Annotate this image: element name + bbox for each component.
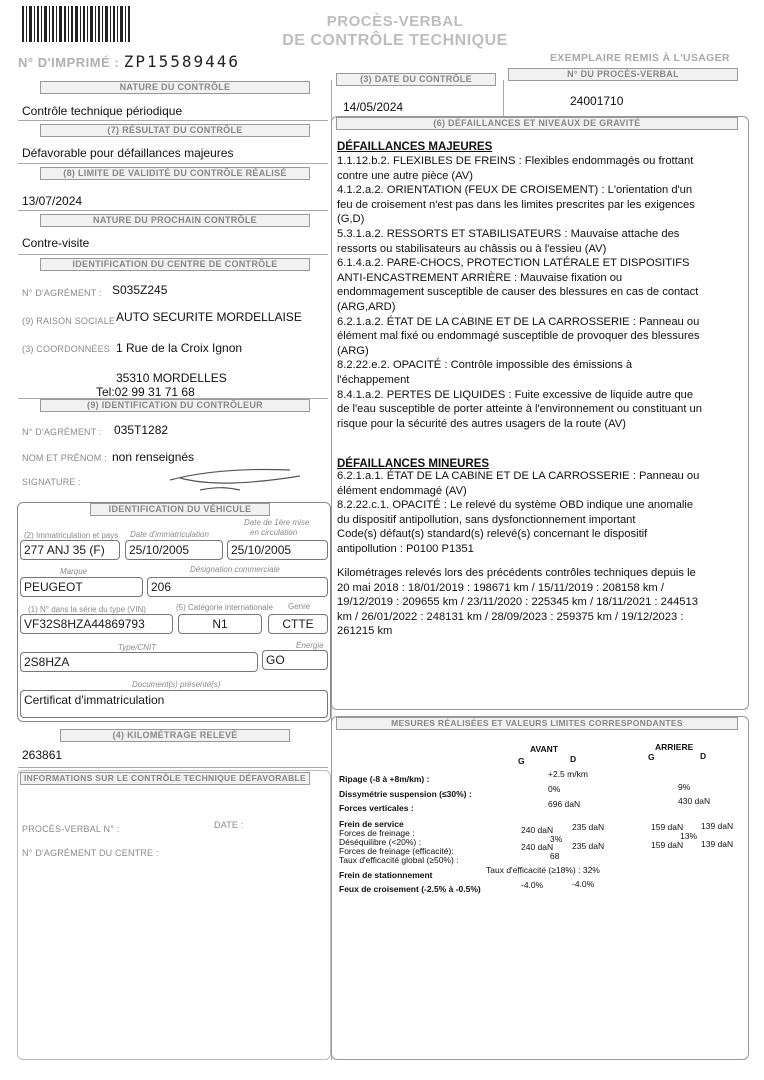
raison-value: AUTO SECURITE MORDELLAISE [116,310,302,324]
frein-stat-label: Frein de stationnement [339,870,433,880]
minor-defect-line: élément endommagé (AV) [337,484,467,497]
title-line-1: PROCÈS-VERBAL [326,13,464,30]
genre-label: Genre [288,602,311,611]
categorie-label: (5) Catégorie internationale [176,603,273,612]
dissym-label: Dissymétrie suspension (≤30%) : [339,789,472,799]
taux-stat-value: Taux d'efficacité (≥18%) : 32% [486,865,600,875]
major-defect-line: risque pour la sécurité des autres usagers de la route (AV) [337,417,626,430]
docs-box: Certificat d'immatriculation [20,690,328,718]
info-title: INFORMATIONS SUR LE CONTRÔLE TECHNIQUE DÉFAVORABLE [20,772,310,785]
designation-label: Désignation commerciale [190,565,280,574]
major-defect-line: 6.1.4.a.2. PARE-CHOCS, PROTECTION LATÉRALE ET DISPOSITIFS [337,257,690,270]
avant-g: G [518,756,525,766]
info-frame [17,770,331,1060]
agrement-label: N° D'AGRÉMENT : [22,288,102,298]
dissym-av: 0% [548,784,561,794]
desequilibre-label: Déséquilibre (<20%) : [339,837,421,847]
major-defect-line: endommagement susceptible de causer des blessures en cas de contact [337,286,699,299]
vin-box: VF32S8HZA44869793 [20,614,173,634]
avant-header: AVANT [530,744,559,754]
barcode [22,6,132,42]
name-label: NOM ET PRÉNOM : [22,453,107,463]
major-defect-line: l'échappement [337,373,410,386]
km-history-line: 261215 km [337,625,393,638]
vin-label: (1) N° dans la série du type (VIN) [28,605,146,614]
pv-number-value: 24001710 [570,94,624,108]
deseq-av: 3% [550,834,563,844]
date-control-value: 14/05/2024 [343,100,404,114]
forces-eff-label: Forces de freinage (efficacité): [339,846,454,856]
marque-label: Marque [60,567,88,576]
major-defect-line: de l'eau susceptible de porter atteinte à l'environnement ou constituant un [337,403,702,416]
taux-global-label: Taux d'efficacité global (≥50%) : [339,855,459,865]
date-circ-box: 25/10/2005 [227,540,328,560]
arriere-g: G [648,752,655,762]
km-history-line: km / 26/01/2022 : 248131 km / 28/09/2023 : 259375 km / 19/12/2023 : [337,610,684,623]
avant-d: D [570,754,577,764]
info-agrement-label: N° D'AGRÉMENT DU CENTRE : [22,848,159,858]
minor-defect-line: antipollution : P0100 P1351 [337,542,474,555]
document-title [280,12,510,50]
major-defect-line: 8.2.22.e.2. OPACITÉ : Contrôle impossible des émissions à [337,359,633,372]
major-list [337,154,702,431]
energie-label: Énergie [296,641,324,650]
designation-box: 206 [147,577,328,597]
ctrl-agrement-label: N° D'AGRÉMENT : [22,427,102,437]
date-immat-label: Date d'immatriculation [130,530,209,539]
date-immat-box: 25/10/2005 [125,540,223,560]
energie-box: GO [262,650,328,670]
defaillances-title: (6) DÉFAILLANCES ET NIVEAUX DE GRAVITÉ [336,117,738,130]
date-control-title: (3) DATE DU CONTRÔLE [336,73,496,86]
km-history [337,566,698,639]
ctrl-agrement-value: 035T1282 [114,423,169,437]
date-circ-label-1: Date de 1ère mise [244,518,310,527]
fe-av-g: 240 daN [521,842,554,852]
pv-label: PROCÈS-VERBAL N° : [22,824,120,834]
result-value: Défavorable pour défaillances majeures [22,146,234,160]
docs-label: Document(s) présenté(s) [132,680,221,689]
feux-g: -4.0% [521,880,544,890]
controller-title: (9) IDENTIFICATION DU CONTRÔLEUR [40,399,310,412]
forces-vert-label: Forces verticales : [339,803,414,813]
major-defect-line: contre une autre pièce (AV) [337,169,473,182]
ripage-label: Ripage (-8 à +8m/km) : [339,774,430,784]
taux-global-value: 68 [550,851,560,861]
major-defect-line: (ARG) [337,344,369,357]
minor-heading-text: DÉFAILLANCES MINEURES [337,458,490,470]
measures-title: MESURES RÉALISÉES ET VALEURS LIMITES CORRESPONDANTES [336,717,738,730]
minor-defect-line: du dispositif antipollution, sans dysfonctionnement important [337,513,636,526]
print-number [18,52,240,72]
km-value: 263861 [22,748,63,762]
address-line-1: 1 Rue de la Croix Ignon [116,341,243,355]
major-heading [337,140,492,155]
next-control-title: NATURE DU PROCHAIN CONTRÔLE [40,214,310,227]
ff-ar-g: 159 daN [651,822,684,832]
deseq-ar: 13% [680,831,698,841]
address-line-2: 35310 MORDELLES [116,371,227,385]
major-defect-line: ANTI-ENCASTREMENT ARRIÈRE : Mauvaise fixation ou [337,271,623,284]
fv-ar: 430 daN [678,796,711,806]
next-control-value: Contre-visite [22,236,90,250]
fv-av: 696 daN [548,799,581,809]
coordonnees-label: (3) COORDONNÉES [22,344,111,354]
km-history-line: 20 mai 2018 : 18/01/2019 : 198671 km / 15/11/2019 : 208158 km / [337,581,664,594]
fe-ar-d: 139 daN [701,839,734,849]
major-defect-line: 4.1.2.a.2. ORIENTATION (FEUX DE CROISEMENT) : L'orientation d'un [337,184,693,197]
signature-scribble [160,460,310,500]
type-box: 2S8HZA [20,652,258,672]
ff-av-d: 235 daN [572,822,605,832]
minor-defect-line: 8.2.22.c.1. OPACITÉ : Le relevé du système OBD indique une anomalie [337,499,694,512]
arriere-d: D [700,751,707,761]
raison-label: (9) RAISON SOCIALE [22,316,116,326]
immat-label: (2) Immatriculation et pays [24,531,119,540]
major-defect-line: (G,D) [337,213,365,226]
copy-note: EXEMPLAIRE REMIS À L'USAGER [550,52,730,64]
fe-av-d: 235 daN [572,841,605,851]
categorie-box: N1 [178,614,262,634]
major-defect-line: 1.1.12.b.2. FLEXIBLES DE FREINS : Flexibles endommagés ou frottant [337,155,694,167]
major-heading-text: DÉFAILLANCES MAJEURES [337,141,493,153]
major-defect-line: (ARG,ARD) [337,300,396,313]
forces-freinage-label: Forces de freinage : [339,828,415,838]
validity-title: (8) LIMITE DE VALIDITÉ DU CONTRÔLE RÉALISÉ [40,167,310,180]
major-defect-line: 6.2.1.a.2. ÉTAT DE LA CABINE ET DE LA CARROSSERIE : Panneau ou [337,315,700,328]
title-line-2: DE CONTRÔLE TECHNIQUE [282,32,508,49]
validity-value: 13/07/2024 [22,194,83,208]
print-number-value: ZP15589446 [123,52,241,71]
nature-title: NATURE DU CONTRÔLE [40,81,310,94]
km-title: (4) KILOMÉTRAGE RELEVÉ [60,729,290,742]
major-defect-line: 5.3.1.a.2. RESSORTS ET STABILISATEURS : Mauvaise attache des [337,227,680,240]
info-date-label: DATE : [214,820,244,830]
genre-box: CTTE [268,614,328,634]
minor-defect-line: 6.2.1.a.1. ÉTAT DE LA CABINE ET DE LA CARROSSERIE : Panneau ou [337,470,700,482]
pv-number-title: N° DU PROCÈS-VERBAL [508,68,738,81]
ripage-value: +2.5 m/km [548,769,588,779]
type-label: Type/CNIT [118,643,157,652]
ff-ar-d: 139 daN [701,821,734,831]
centre-title: IDENTIFICATION DU CENTRE DE CONTRÔLE [40,258,310,271]
frein-service-label: Frein de service [339,819,404,829]
result-title: (7) RÉSULTAT DU CONTRÔLE [40,124,310,137]
signature-label: SIGNATURE : [22,477,82,487]
major-defect-line: ressorts ou stabilisateurs au châssis ou à l'essieu (AV) [337,242,607,255]
print-number-label: N° D'IMPRIMÉ : [18,55,120,70]
nature-value: Contrôle technique périodique [22,104,183,118]
minor-list [337,469,699,557]
major-defect-line: feu de croisement n'est pas dans les limites prescrites par les exigences [337,198,695,211]
major-defect-line: élément mal fixé ou endommagé susceptible de provoquer des blessures [337,330,700,343]
marque-box: PEUGEOT [20,577,143,597]
name-value: non renseignés [112,450,195,464]
feux-d: -4.0% [572,879,595,889]
major-defect-line: 8.4.1.a.2. PERTES DE LIQUIDES : Fuite excessive de liquide autre que [337,388,694,401]
dissym-ar: 9% [678,782,691,792]
date-circ-label-2: en circulation [250,528,298,537]
km-history-line: 19/12/2019 : 209655 km / 23/11/2020 : 225345 km / 18/11/2021 : 244513 [337,596,698,609]
feux-label: Feux de croisement (-2.5% à -0.5%) [339,884,481,894]
agrement-value: S035Z245 [112,283,168,297]
immat-box: 277 ANJ 35 (F) [20,540,120,560]
km-history-line: Kilométrages relevés lors des précédents contrôles techniques depuis le [337,567,696,579]
telephone: Tel:02 99 31 71 68 [96,385,195,399]
vehicle-title: IDENTIFICATION DU VÉHICULE [90,503,270,516]
arriere-header: ARRIERE [655,742,694,752]
minor-defect-line: Code(s) défaut(s) standard(s) relevé(s) concernant le dispositif [337,528,648,541]
ff-av-g: 240 daN [521,825,554,835]
fe-ar-g: 159 daN [651,840,684,850]
